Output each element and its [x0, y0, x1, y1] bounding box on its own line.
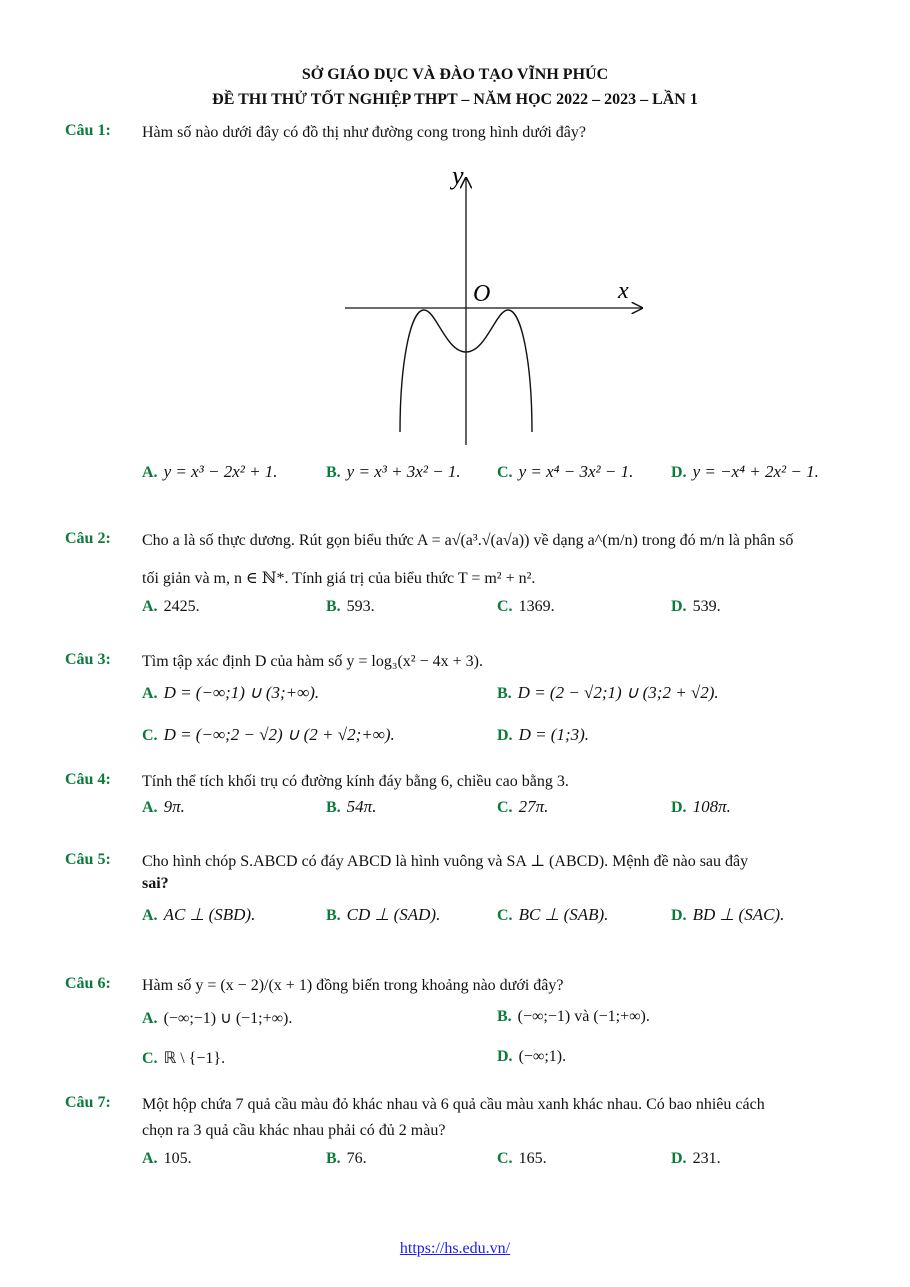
question-text-line-2: sai?: [142, 875, 169, 892]
function-graph: [340, 160, 650, 450]
option-a[interactable]: A. AC ⊥ (SBD).: [142, 905, 256, 924]
option-c[interactable]: C. 1369.: [497, 598, 555, 615]
question-text-line-2: tối giản và m, n ∈ ℕ*. Tính giá trị của biểu thức T = m² + n².: [142, 570, 536, 587]
question-text-line-2: chọn ra 3 quả cầu khác nhau phải có đủ 2 màu?: [142, 1122, 446, 1139]
question-number: Câu 3:: [65, 651, 111, 668]
option-d[interactable]: D. y = −x⁴ + 2x² − 1.: [671, 462, 819, 481]
option-a[interactable]: A. 2425.: [142, 598, 200, 615]
question-text-line-1: Cho a là số thực dương. Rút gọn biểu thức A = a√(a³.√(a√a)) về dạng a^(m/n) trong đó m/n là phân số: [142, 532, 794, 549]
question-5: [65, 851, 865, 895]
question-number: Câu 2:: [65, 530, 111, 547]
option-c[interactable]: C. BC ⊥ (SAB).: [497, 905, 609, 924]
question-number: Câu 4:: [65, 771, 111, 788]
option-a[interactable]: A. y = x³ − 2x² + 1.: [142, 462, 278, 481]
question-number: Câu 6:: [65, 975, 111, 992]
footer: [0, 1240, 910, 1258]
option-d[interactable]: D. 539.: [671, 598, 721, 615]
option-c[interactable]: C. 165.: [497, 1150, 547, 1167]
question-text: [142, 530, 862, 590]
question-text: [142, 851, 862, 895]
option-a[interactable]: A. (−∞;−1) ∪ (−1;+∞).: [142, 1010, 293, 1027]
x-axis-label: x: [618, 278, 629, 304]
option-d[interactable]: D. 108π.: [671, 797, 731, 816]
footer-link[interactable]: https://hs.edu.vn/: [399, 1240, 511, 1257]
option-a[interactable]: A. 105.: [142, 1150, 192, 1167]
origin-label: O: [473, 281, 491, 307]
question-text: [142, 1094, 862, 1142]
option-b[interactable]: B. (−∞;−1) và (−1;+∞).: [497, 1008, 650, 1025]
question-text: Hàm số y = (x − 2)/(x + 1) đồng biến trong khoảng nào dưới đây?: [142, 977, 564, 994]
option-b[interactable]: B. y = x³ + 3x² − 1.: [326, 462, 461, 481]
question-6: [65, 975, 865, 999]
option-c[interactable]: C. 27π.: [497, 797, 549, 816]
option-b[interactable]: B. 54π.: [326, 797, 377, 816]
question-4: [65, 771, 865, 795]
option-b[interactable]: B. 76.: [326, 1150, 367, 1167]
question-text: Hàm số nào dưới đây có đồ thị như đường cong trong hình dưới đây?: [142, 124, 587, 141]
option-b[interactable]: B. 593.: [326, 598, 375, 615]
question-7: [65, 1094, 865, 1142]
question-text-line-1: Một hộp chứa 7 quả cầu màu đỏ khác nhau và 6 quả cầu màu xanh khác nhau. Có bao nhiêu cách: [142, 1096, 765, 1113]
option-d[interactable]: D. 231.: [671, 1150, 721, 1167]
option-d[interactable]: D. D = (1;3).: [497, 725, 590, 744]
option-a[interactable]: A. 9π.: [142, 797, 185, 816]
question-text-line-1: Cho hình chóp S.ABCD có đáy ABCD là hình vuông và SA ⊥ (ABCD). Mệnh đề nào sau đây: [142, 853, 749, 870]
option-b[interactable]: B. CD ⊥ (SAD).: [326, 905, 441, 924]
option-b[interactable]: B. D = (2 − √2;1) ∪ (3;2 + √2).: [497, 683, 719, 702]
option-c[interactable]: C. D = (−∞;2 − √2) ∪ (2 + √2;+∞).: [142, 725, 395, 744]
option-d[interactable]: D. BD ⊥ (SAC).: [671, 905, 785, 924]
question-3: [65, 651, 865, 675]
option-c[interactable]: C. y = x⁴ − 3x² − 1.: [497, 462, 634, 481]
option-d[interactable]: D. (−∞;1).: [497, 1048, 567, 1065]
question-number: Câu 7:: [65, 1094, 111, 1111]
option-a[interactable]: A. D = (−∞;1) ∪ (3;+∞).: [142, 683, 320, 702]
y-axis-label: y: [452, 161, 464, 190]
question-text: Tìm tập xác định D của hàm số y = log₃(x² − 4x + 3).: [142, 653, 483, 670]
question-number: Câu 5:: [65, 851, 111, 868]
option-c[interactable]: C. ℝ \ {−1}.: [142, 1050, 226, 1067]
question-number: Câu 1:: [65, 122, 111, 139]
question-text: Tính thể tích khối trụ có đường kính đáy bằng 6, chiều cao bằng 3.: [142, 773, 569, 790]
question-2: [65, 530, 865, 590]
header-line-2: ĐỀ THI THỬ TỐT NGHIỆP THPT – NĂM HỌC 2022 – 2023 – LẦN 1: [212, 91, 698, 108]
header-line-1: SỞ GIÁO DỤC VÀ ĐÀO TẠO VĨNH PHÚC: [301, 66, 609, 83]
